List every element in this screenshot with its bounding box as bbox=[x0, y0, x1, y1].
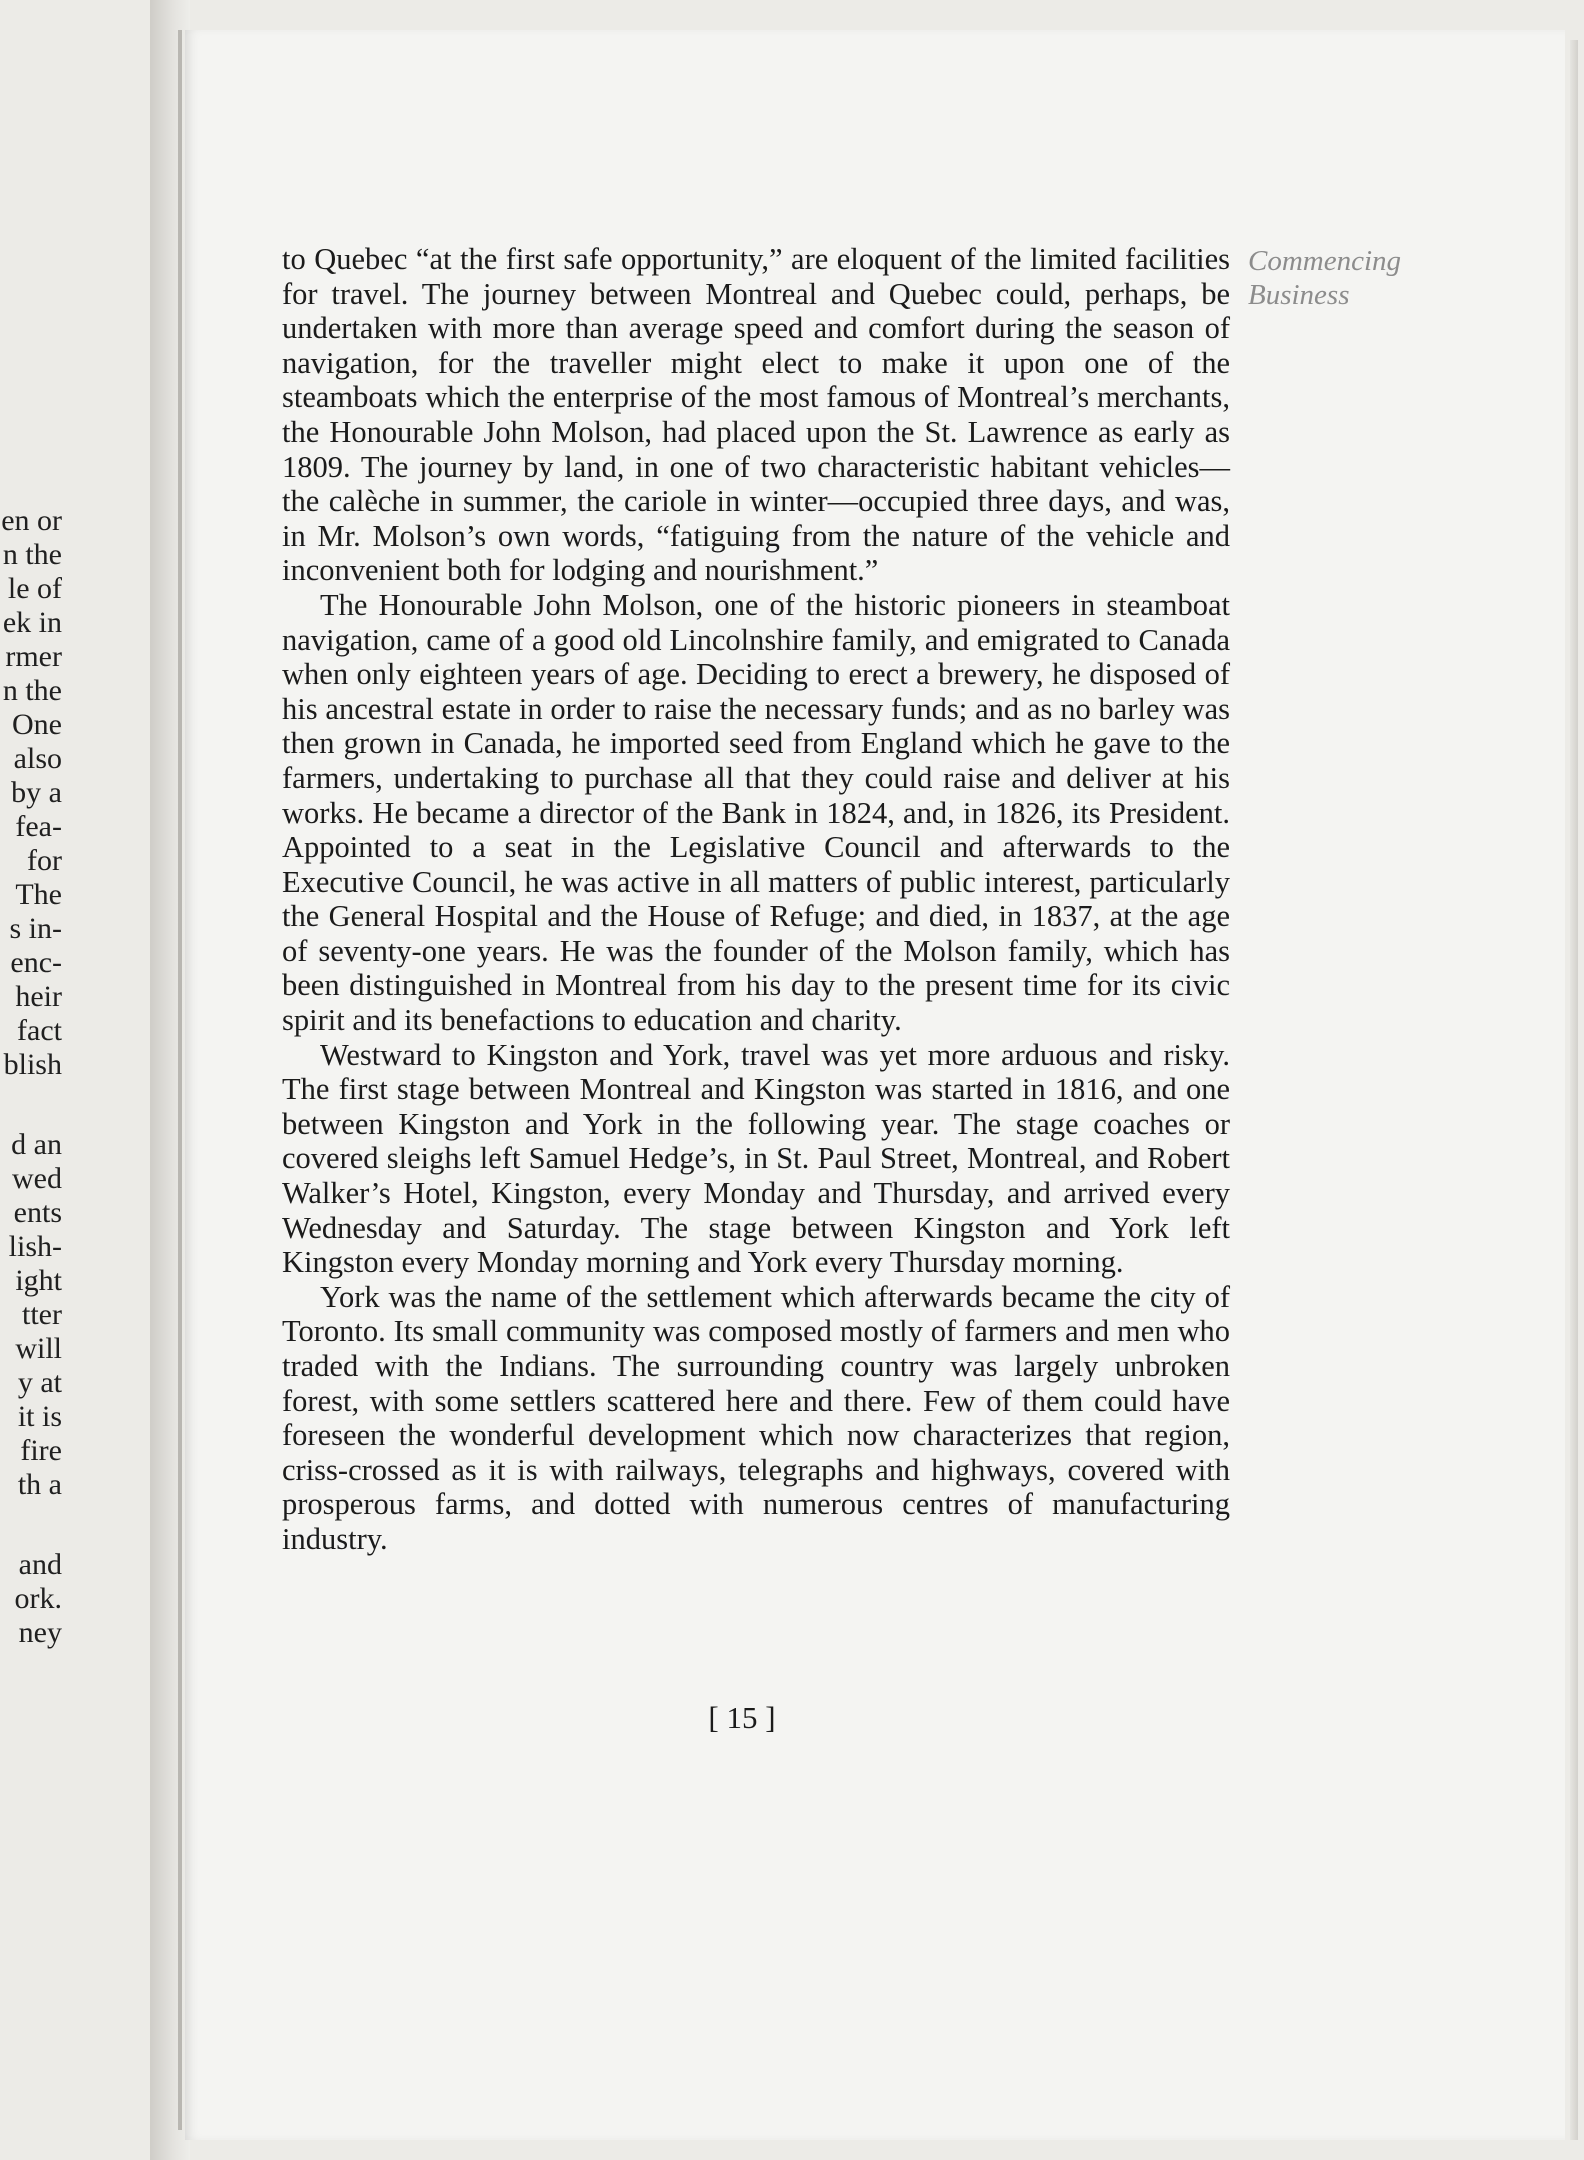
paragraph: York was the name of the settlement which afterwards became the city of Toronto. Its small community was composed mostly of farmers and men who traded with the Indians. The surrounding country was largely unbroken forest, with some settlers scattered here and there. Few of them could have foreseen the wonderful development which now characterizes that region, criss-crossed as it is with railways, telegraphs and highways, covered with prosperous farms, and dotted with numerous centres of manufacturing industry. bbox=[282, 1279, 1230, 1556]
left-page-line: it is bbox=[17, 1400, 62, 1433]
left-page-line: lish- bbox=[8, 1230, 62, 1263]
marginal-note bbox=[1248, 244, 1448, 312]
paragraph: to Quebec “at the first safe opportunity,” are eloquent of the limited facilities for travel. The journey between Montreal and Quebec could, perhaps, be undertaken with more than average speed and comfort during the season of navigation, for the traveller might elect to make it upon one of the steamboats which the enterprise of the most famous of Montreal’s merchants, the Honourable John Molson, had placed upon the St. Lawrence as early as 1809. The journey by land, in one of two characteristic habitant vehicles—the calèche in summer, the cariole in winter—occupied three days, and was, in Mr. Molson’s own words, “fatiguing from the nature of the vehicle and inconvenient both for lodging and nourishment.” bbox=[282, 242, 1230, 588]
marginal-note-line: Commencing bbox=[1248, 245, 1402, 277]
left-page-line: d an bbox=[11, 1128, 62, 1161]
left-page-line: for bbox=[27, 844, 62, 877]
left-page-line: ney bbox=[18, 1616, 62, 1649]
left-page-line: ents bbox=[13, 1196, 62, 1229]
left-page-line: also bbox=[13, 742, 62, 775]
left-facing-page bbox=[0, 0, 150, 2160]
left-page-line: fact bbox=[17, 1014, 62, 1047]
left-page-line: n the bbox=[2, 674, 62, 707]
left-page-line: n the bbox=[2, 538, 62, 571]
left-page-line: will bbox=[15, 1332, 62, 1365]
paragraph: Westward to Kingston and York, travel was yet more arduous and risky. The first stage between Montreal and Kingston was started in 1816, and one between Kingston and York in the following year. The stage coaches or covered sleighs left Samuel Hedge’s, in St. Paul Street, Montreal, and Robert Walker’s Hotel, Kingston, every Monday and Thursday, and arrived every Wednesday and Saturday. The stage between Kingston and York left Kingston every Monday morning and York every Thursday morning. bbox=[282, 1037, 1230, 1280]
left-page-line: One bbox=[12, 708, 62, 741]
left-page-line: s in- bbox=[9, 912, 62, 945]
left-page-line: enc- bbox=[10, 946, 62, 979]
left-page-line: tter bbox=[22, 1298, 62, 1331]
left-page-line: by a bbox=[11, 776, 62, 809]
left-page-line: blish bbox=[3, 1048, 62, 1081]
left-page-line: The bbox=[15, 878, 62, 911]
left-page-line: and bbox=[18, 1548, 62, 1581]
left-page-line: ek in bbox=[2, 606, 62, 639]
binding-shadow bbox=[150, 0, 190, 2160]
left-page-line: fire bbox=[20, 1434, 62, 1467]
page-number: [ 15 ] bbox=[708, 1700, 776, 1735]
left-page-line: en or bbox=[1, 504, 62, 537]
left-page-line: ight bbox=[15, 1264, 62, 1297]
left-page-line: heir bbox=[15, 980, 62, 1013]
left-page-line: le of bbox=[7, 572, 62, 605]
left-page-line: rmer bbox=[5, 640, 62, 673]
marginal-note-line: Business bbox=[1248, 279, 1350, 311]
page-edge bbox=[1570, 40, 1578, 2140]
body-text bbox=[282, 242, 1230, 1557]
left-page-line: y at bbox=[17, 1366, 62, 1399]
left-page-line: th a bbox=[17, 1468, 62, 1501]
left-page-line: ork. bbox=[14, 1582, 62, 1615]
paragraph: The Honourable John Molson, one of the historic pioneers in steamboat navigation, came of a good old Lincolnshire family, and emigrated to Canada when only eighteen years of age. Deciding to erect a brewery, he disposed of his ancestral estate in order to raise the necessary funds; and as no barley was then grown in Canada, he imported seed from England which he gave to the farmers, undertaking to purchase all that they could raise and deliver at his works. He became a director of the Bank in 1824, and, in 1826, its President. Appointed to a seat in the Legislative Council and afterwards to the Executive Council, he was active in all matters of public interest, particularly the General Hospital and the House of Refuge; and died, in 1837, at the age of seventy-one years. He was the founder of the Molson family, which has been distinguished in Montreal from his day to the present time for its civic spirit and its benefactions to education and charity. bbox=[282, 587, 1230, 1038]
left-page-line: wed bbox=[12, 1162, 62, 1195]
left-page-line: fea- bbox=[15, 810, 62, 843]
gutter-line bbox=[178, 30, 182, 2130]
